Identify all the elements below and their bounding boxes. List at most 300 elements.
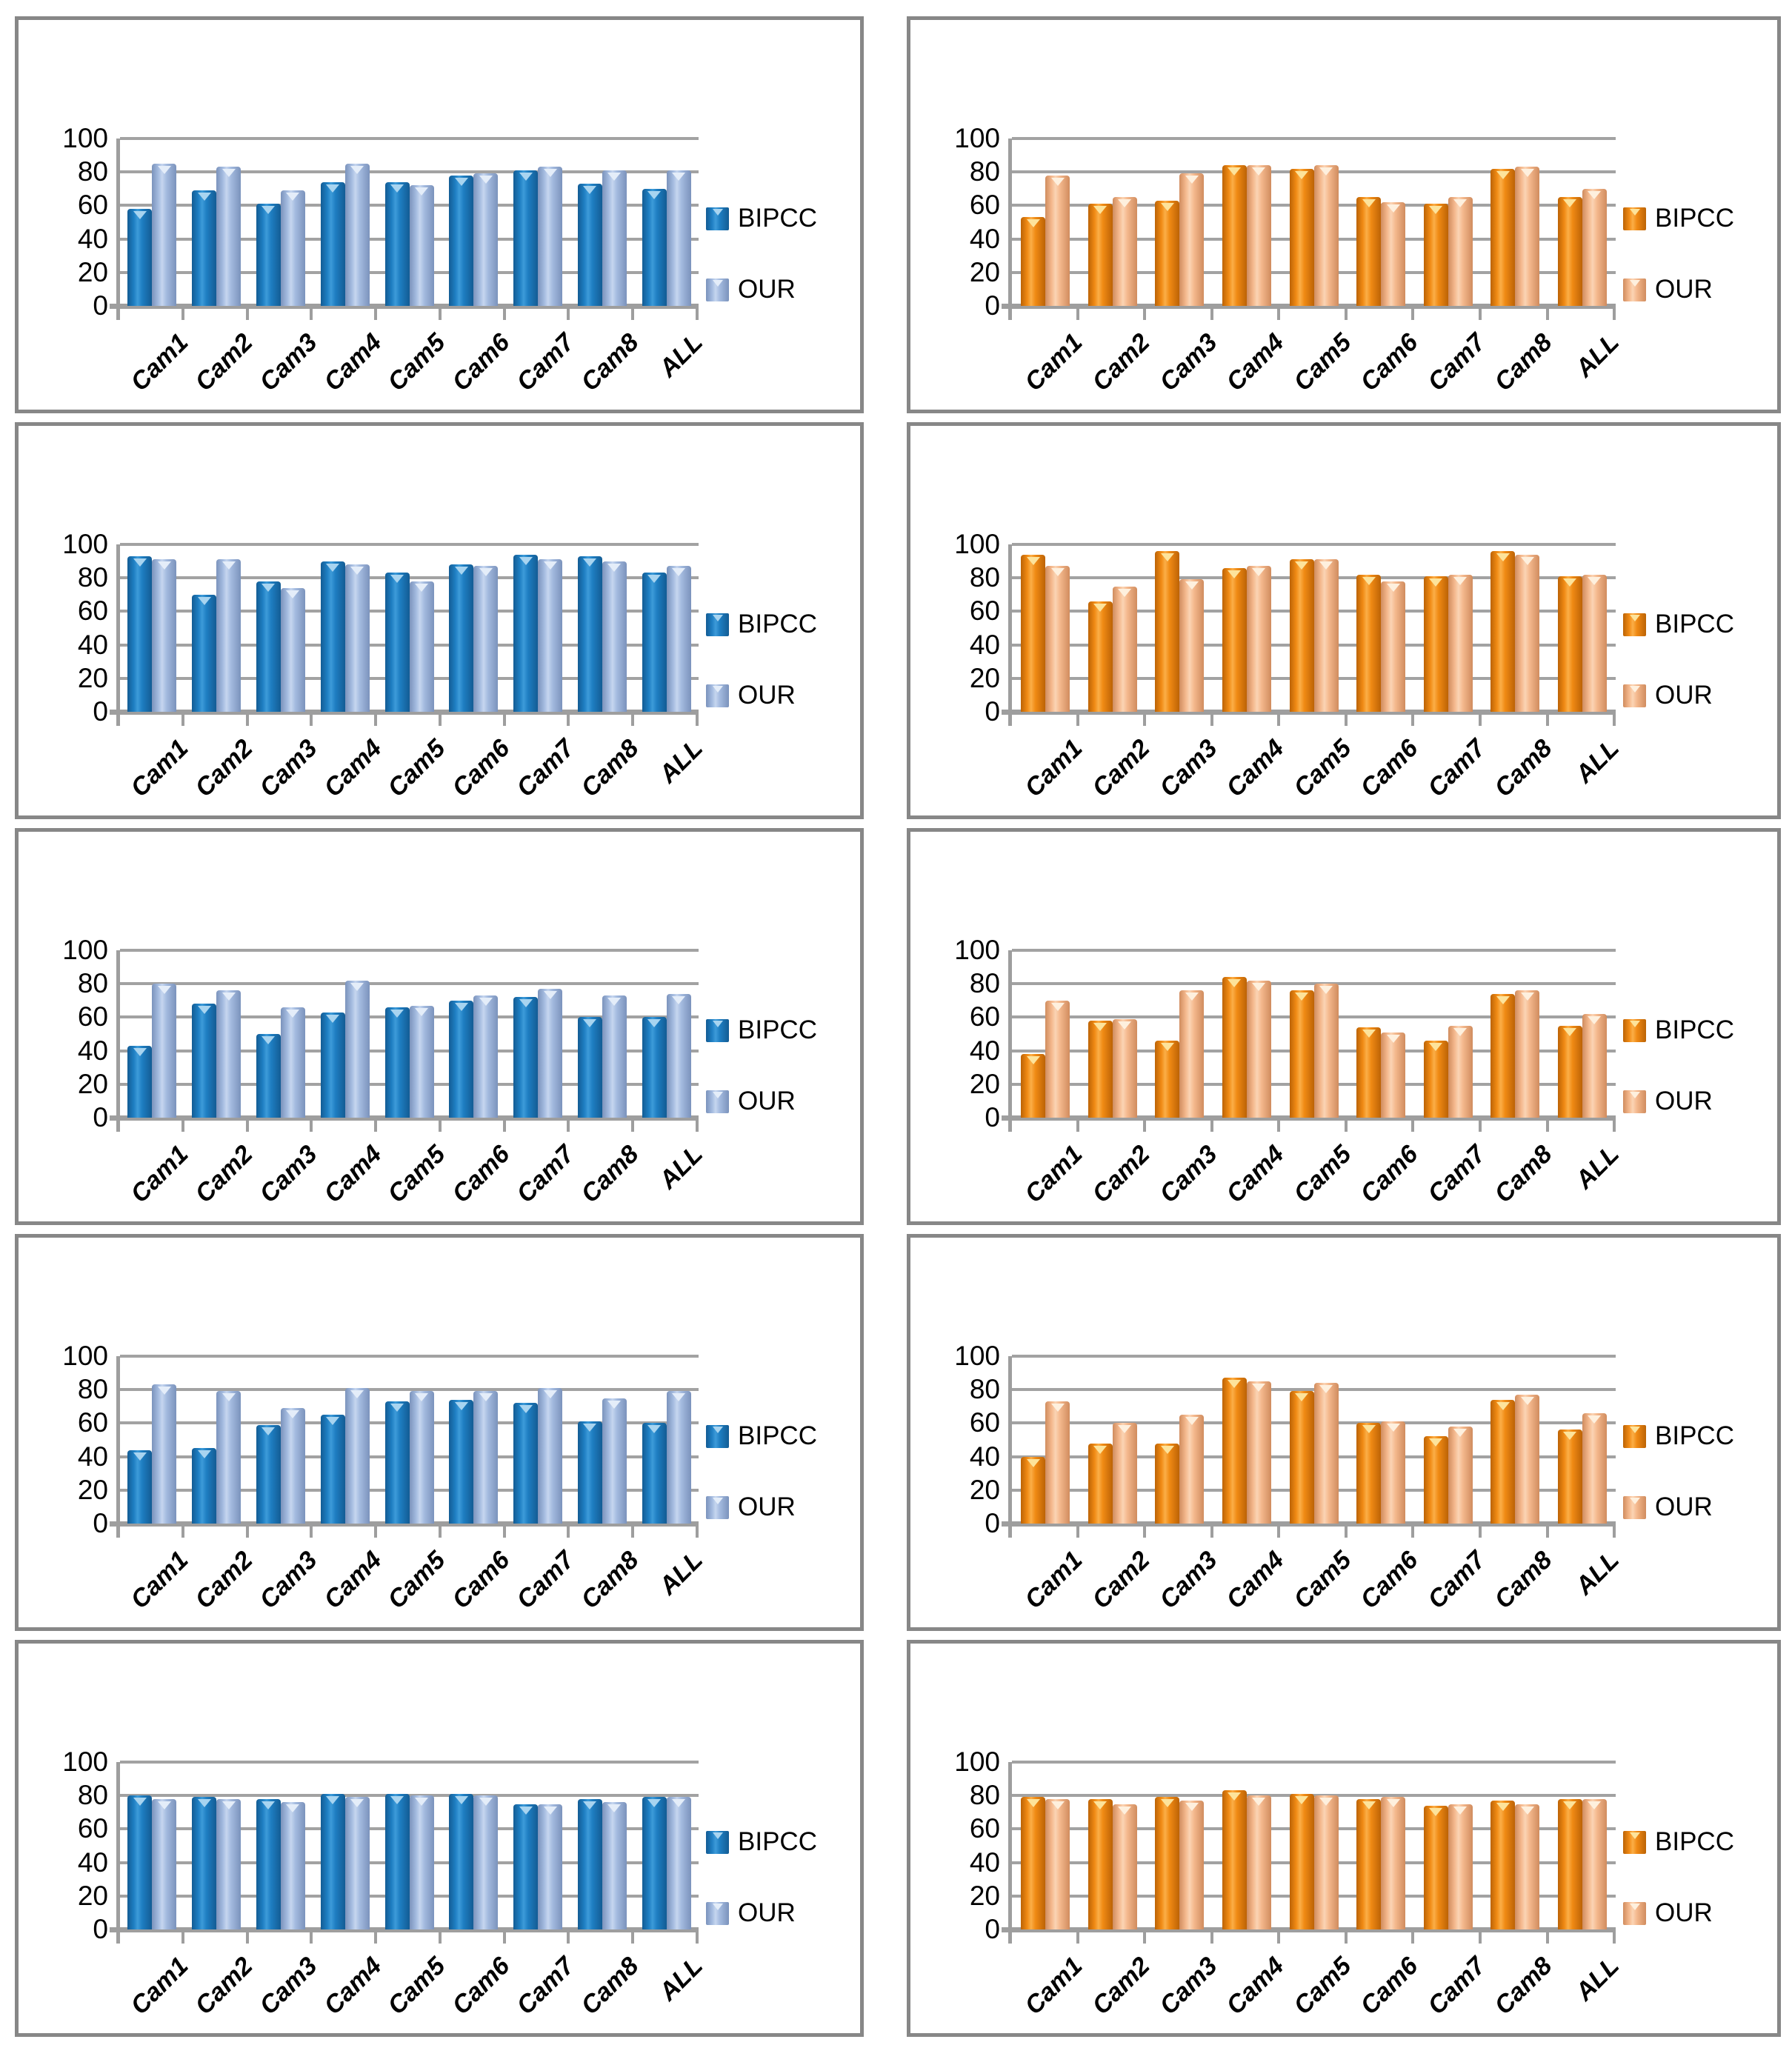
bar-bipcc-cam1 [1021,217,1045,306]
x-axis-tick-label: Cam8 [575,734,644,803]
x-axis-label-cell [1146,731,1223,827]
legend-marker-highlight-icon [713,209,723,216]
bar-top-highlight-icon [1588,1016,1601,1024]
bar-top-highlight-icon [544,1390,557,1398]
bar-group-cam7 [506,950,570,1118]
x-axis-tick-label: Cam8 [575,1546,644,1615]
x-axis-tick-label: Cam4 [318,328,387,397]
bar-our-cam7 [1448,1804,1473,1930]
x-axis-tick-label: Cam2 [190,328,259,397]
x-axis-tick-label: Cam4 [1221,328,1290,397]
y-axis-tick-label: 0 [985,1102,1000,1132]
bar-group-cam5 [377,1356,442,1524]
bar-our-cam7 [538,1388,562,1524]
legend-marker-icon [706,1831,729,1854]
bar-top-highlight-icon [544,1807,557,1815]
bar-top-highlight-icon [672,996,685,1004]
x-axis-ticks [1008,1120,1616,1132]
bar-top-highlight-icon [1362,1030,1376,1038]
x-axis-tick [120,714,184,726]
x-axis-tick-label: Cam1 [125,1140,194,1209]
x-axis-label-cell [1012,1137,1088,1233]
bar-top-highlight-icon [326,1417,339,1425]
x-axis-tick-label: Cam7 [511,328,580,397]
legend-marker-highlight-icon [1630,1904,1640,1910]
x-axis-tick [1146,1526,1213,1538]
bar-our-cam5 [1314,559,1339,712]
legend-item-bipcc [1623,1827,1771,1857]
bar-top-highlight-icon [583,186,596,194]
x-axis-tick-label: Cam7 [1422,1952,1491,2021]
legend-marker-highlight-icon [1630,686,1640,693]
bar-bipcc-all [642,1423,667,1524]
x-axis-label-cell [442,731,516,827]
bar-our-cam1 [1045,1001,1070,1118]
x-axis-tick [570,1120,634,1132]
x-axis-label-cell [1549,731,1625,827]
y-axis-tick-label: 0 [985,290,1000,321]
bar-bipcc-cam5 [1290,1391,1314,1524]
x-axis-tick-label: Cam8 [1489,328,1558,397]
bar-top-highlight-icon [1295,561,1308,570]
bar-our-all [1582,1413,1607,1524]
legend-marker-highlight-icon [713,686,723,693]
bar-bipcc-cam6 [1356,197,1381,306]
bar-our-cam3 [1179,579,1204,712]
bar-top-highlight-icon [1185,993,1199,1001]
y-axis-tick-label: 80 [77,1374,108,1405]
x-axis-tick [184,1526,249,1538]
bar-bipcc-cam6 [1356,1423,1381,1524]
bar-group-cam2 [184,1356,249,1524]
x-axis-label-cell [1079,1543,1156,1639]
x-axis-label-cell [1348,731,1424,827]
legend-marker-highlight-icon [1630,1092,1640,1098]
bar-bipcc-cam6 [449,1400,473,1524]
bar-top-highlight-icon [1118,1425,1131,1433]
x-axis-tick [184,308,249,320]
x-axis-tick [1549,1526,1616,1538]
bar-top-highlight-icon [544,561,557,570]
bar-top-highlight-icon [415,1798,428,1806]
y-axis-tick-label: 20 [77,662,108,693]
x-axis-label-cell [249,731,323,827]
bar-top-highlight-icon [1185,1417,1199,1425]
bar-top-highlight-icon [1161,1043,1174,1051]
bar-top-highlight-icon [1453,577,1467,585]
bar-top-highlight-icon [1252,1384,1265,1392]
chart-panel-idf1-blue [15,16,864,413]
bar-group-cam7 [1414,1356,1482,1524]
bar-group-cam8 [570,1762,634,1929]
x-axis-tick-label: ALL [1570,734,1625,789]
y-axis-tick-label: 100 [954,529,1000,559]
bar-bipcc-cam5 [1290,559,1314,712]
bar-top-highlight-icon [519,173,533,181]
bar-our-cam5 [410,185,434,306]
legend-label: OUR [1655,1087,1713,1115]
x-axis-label-cell [1280,731,1357,827]
bar-bipcc-cam2 [192,595,216,712]
x-axis-label-cell [570,1949,644,2045]
bar-top-highlight-icon [222,993,236,1001]
x-axis-labels [120,1949,709,2045]
bar-top-highlight-icon [519,1807,533,1815]
x-axis-tick-label: ALL [1570,1140,1625,1195]
bar-our-cam6 [1381,1797,1405,1929]
bar-our-cam7 [538,1804,562,1930]
bar-group-all [1549,1762,1616,1929]
legend-label: OUR [738,1492,796,1521]
bar-bipcc-cam6 [1356,1799,1381,1929]
legend-marker-icon [706,278,729,301]
legend-item-bipcc [706,610,854,639]
x-axis-label-cell [1079,731,1156,827]
x-axis-label-cell [1012,731,1088,827]
bar-top-highlight-icon [1453,1807,1467,1815]
x-axis-tick-label: Cam7 [1422,328,1491,397]
x-axis-label-cell [313,731,387,827]
x-axis-label-cell [442,1137,516,1233]
bar-bipcc-cam6 [449,1001,473,1118]
x-axis-tick-label: Cam5 [382,1546,451,1615]
bar-group-cam2 [1079,950,1147,1118]
legend-marker-highlight-icon [1630,1832,1640,1839]
bar-top-highlight-icon [1319,1385,1333,1393]
bar-top-highlight-icon [1588,1415,1601,1424]
bar-bipcc-cam4 [321,561,345,712]
x-axis-label-cell [1482,731,1558,827]
bar-group-all [1549,139,1616,306]
x-axis-tick-label: Cam8 [575,1952,644,2021]
x-axis-labels [1012,325,1625,421]
bar-bipcc-cam1 [1021,1797,1045,1929]
x-axis-labels [120,1543,709,1639]
bar-top-highlight-icon [133,1452,147,1461]
x-axis-ticks [1008,308,1616,320]
bar-bipcc-cam8 [1490,551,1515,712]
bar-bipcc-all [642,1017,667,1118]
bar-top-highlight-icon [415,1393,428,1401]
legend-label: BIPCC [1655,1421,1734,1450]
bars-container [120,950,699,1118]
bar-bipcc-cam7 [1424,1436,1448,1524]
y-axis-tick-label: 20 [969,1880,1000,1911]
bar-top-highlight-icon [647,191,661,199]
bar-bipcc-cam4 [1222,165,1247,306]
bar-our-cam4 [1247,566,1271,712]
bar-top-highlight-icon [133,1048,147,1056]
bar-top-highlight-icon [390,1010,404,1018]
x-axis-tick [570,1526,634,1538]
bar-group-all [1549,1356,1616,1524]
bar-top-highlight-icon [647,1019,661,1027]
bar-our-cam1 [1045,176,1070,306]
bar-top-highlight-icon [1387,1424,1400,1432]
bar-bipcc-cam6 [449,176,473,306]
y-axis-tick-label: 40 [77,223,108,254]
x-axis-tick-label: Cam7 [511,734,580,803]
x-axis-tick-label: Cam2 [1087,328,1156,397]
x-axis-label-cell [1482,1543,1558,1639]
x-axis-label-cell [1146,325,1223,421]
bar-our-cam5 [1314,984,1339,1118]
bar-bipcc-cam2 [1088,1021,1113,1118]
bar-top-highlight-icon [390,575,404,583]
bar-top-highlight-icon [1252,167,1265,176]
x-axis-label-cell [184,1543,259,1639]
x-axis-tick [120,1932,184,1944]
legend [1623,204,1771,346]
x-axis-tick [1348,714,1415,726]
chart-panel-idr-orange [907,828,1781,1225]
x-axis-tick-label: Cam4 [1221,1546,1290,1615]
bar-our-all [667,1797,691,1929]
x-axis-label-cell [1414,1543,1491,1639]
bar-our-cam8 [1515,990,1539,1118]
legend-marker-icon [1623,1902,1646,1925]
x-axis-label-cell [377,1543,451,1639]
bar-our-all [667,170,691,306]
x-axis-tick [1146,1120,1213,1132]
x-axis-label-cell [634,1949,709,2045]
bar-top-highlight-icon [198,597,211,605]
bar-our-cam6 [473,1795,498,1929]
legend-item-our [1623,1087,1771,1116]
bar-our-cam5 [410,1006,434,1118]
x-axis-tick-label: ALL [1570,328,1625,383]
x-axis-tick [634,1120,699,1132]
bar-group-cam6 [442,139,506,306]
x-axis-tick-label: Cam6 [1355,1546,1424,1615]
x-axis-tick [377,308,442,320]
bar-group-cam3 [1146,544,1213,712]
x-axis-label-cell [1280,325,1357,421]
bar-group-cam7 [506,544,570,712]
x-axis-tick-label: Cam7 [1422,1546,1491,1615]
bar-our-cam1 [1045,1401,1070,1524]
chart-title [19,444,860,490]
x-axis-tick-label: Cam8 [1489,1546,1558,1615]
legend-label: OUR [1655,681,1713,710]
x-axis-tick [1012,1526,1079,1538]
bar-top-highlight-icon [350,166,364,174]
y-axis-tick-label: 40 [77,1441,108,1472]
bar-group-cam3 [249,1356,313,1524]
legend-marker-icon [1623,1496,1646,1519]
x-axis-label-cell [442,1543,516,1639]
y-axis-tick-label: 40 [969,629,1000,660]
y-axis-tick-label: 0 [985,1914,1000,1944]
bar-top-highlight-icon [1362,199,1376,207]
bar-top-highlight-icon [519,557,533,565]
y-axis-tick-label: 0 [985,1508,1000,1538]
bar-bipcc-cam4 [1222,1790,1247,1929]
bar-top-highlight-icon [1027,1459,1040,1467]
bar-bipcc-all [1558,1799,1582,1929]
bar-top-highlight-icon [479,1393,493,1401]
legend-label: BIPCC [738,1421,817,1450]
x-axis-tick [1079,1120,1147,1132]
bar-our-cam3 [1179,990,1204,1118]
bar-top-highlight-icon [1027,1056,1040,1064]
bar-our-cam8 [602,170,627,306]
bar-top-highlight-icon [1295,993,1308,1001]
bar-bipcc-cam2 [1088,601,1113,712]
plot-area [954,123,1625,397]
x-axis-tick [249,308,313,320]
y-axis-tick-label: 20 [969,1068,1000,1099]
bar-bipcc-cam2 [1088,1799,1113,1929]
bar-bipcc-all [642,189,667,306]
bar-bipcc-cam1 [127,556,152,712]
bar-bipcc-cam4 [321,1415,345,1524]
legend [1623,1015,1771,1158]
y-axis-tick-label: 100 [62,123,108,153]
x-axis-tick-label: ALL [653,328,709,383]
x-axis-tick [506,308,570,320]
bar-our-cam2 [1113,1804,1137,1930]
bar-top-highlight-icon [326,1796,339,1804]
x-axis-label-cell [120,325,194,421]
y-axis-tick-label: 20 [969,1474,1000,1505]
x-axis-label-cell [634,1543,709,1639]
bar-group-cam2 [1079,544,1147,712]
bar-top-highlight-icon [1228,1380,1241,1388]
bar-bipcc-cam5 [385,1401,410,1524]
y-axis-tick-label: 100 [954,1747,1000,1777]
x-axis-label-cell [313,325,387,421]
legend-marker-icon [706,1019,729,1042]
x-axis-tick [1549,1120,1616,1132]
y-axis-tick-label: 100 [62,1341,108,1371]
x-axis-label-cell [1549,1949,1625,2045]
bar-group-cam2 [184,1762,249,1929]
bar-top-highlight-icon [1185,581,1199,590]
x-axis-label-cell [377,1949,451,2045]
bar-bipcc-cam7 [1424,1041,1448,1118]
bar-our-cam7 [1448,197,1473,306]
y-axis-tick-label: 100 [62,1747,108,1777]
x-axis-label-cell [1213,731,1290,827]
legend-marker-icon [706,684,729,707]
bar-our-cam3 [1179,173,1204,306]
bar-top-highlight-icon [222,1801,236,1809]
bar-top-highlight-icon [544,991,557,999]
chart-panel-idr-blue [15,828,864,1225]
bar-bipcc-cam4 [1222,1378,1247,1524]
bar-top-highlight-icon [326,184,339,193]
bar-bipcc-all [642,1797,667,1929]
x-axis-label-cell [184,325,259,421]
bar-our-cam2 [1113,587,1137,713]
legend [706,1827,854,1969]
bar-bipcc-cam4 [321,1794,345,1929]
legend-label: OUR [738,1898,796,1927]
x-axis-tick-label: Cam3 [1153,1546,1223,1615]
bar-top-highlight-icon [158,1801,171,1809]
bar-our-cam4 [1247,1381,1271,1524]
y-axis-tick-label: 20 [77,1068,108,1099]
bar-group-cam2 [184,544,249,712]
bar-our-all [1582,1014,1607,1118]
chart-title [910,38,1777,84]
x-axis-label-cell [570,325,644,421]
y-axis-tick-label: 60 [969,1407,1000,1438]
legend-marker-icon [1623,207,1646,230]
bar-top-highlight-icon [1588,1801,1601,1809]
x-axis-tick [120,1120,184,1132]
x-axis-tick [313,1526,377,1538]
x-axis-label-cell [506,325,580,421]
x-axis-tick [1079,1526,1147,1538]
legend-marker-icon [1623,684,1646,707]
x-axis-tick [1482,1120,1549,1132]
x-axis-tick [313,714,377,726]
x-axis-labels [1012,1949,1625,2045]
bar-our-cam6 [473,1391,498,1524]
bar-our-cam6 [473,566,498,712]
x-axis-tick-label: Cam3 [1153,734,1223,803]
bar-top-highlight-icon [1387,1035,1400,1043]
x-axis-tick [1213,714,1281,726]
y-axis-tick-label: 20 [77,256,108,287]
bar-our-cam7 [538,167,562,306]
bar-group-cam3 [249,139,313,306]
bar-top-highlight-icon [286,590,299,598]
bar-bipcc-cam7 [513,1804,538,1930]
bar-top-highlight-icon [390,1404,404,1412]
x-axis-tick [1213,308,1281,320]
bar-top-highlight-icon [1588,191,1601,199]
x-axis-tick [634,308,699,320]
legend-item-bipcc [706,1827,854,1857]
bar-top-highlight-icon [1093,206,1107,214]
bar-top-highlight-icon [647,1425,661,1433]
bar-group-cam3 [1146,1762,1213,1929]
bar-our-cam6 [473,173,498,306]
bar-top-highlight-icon [1453,1429,1467,1437]
bar-top-highlight-icon [1387,584,1400,592]
bar-group-cam7 [1414,950,1482,1118]
y-axis-tick-label: 100 [954,935,1000,965]
bar-group-cam3 [1146,950,1213,1118]
x-axis-tick-label: Cam5 [382,1952,451,2021]
bar-group-cam8 [1482,1356,1549,1524]
bar-group-cam4 [313,544,377,712]
bar-group-cam7 [506,1762,570,1929]
bar-our-cam8 [1515,167,1539,306]
bar-top-highlight-icon [1228,167,1241,176]
bar-top-highlight-icon [1027,1799,1040,1807]
x-axis-tick-label: Cam1 [125,1546,194,1615]
x-axis-tick-label: Cam4 [318,734,387,803]
bar-group-cam7 [506,139,570,306]
x-axis-tick [1549,308,1616,320]
bar-top-highlight-icon [1563,1432,1576,1440]
chart-panel-mota-blue [15,1234,864,1631]
legend-marker-highlight-icon [713,280,723,287]
x-axis-label-cell [634,1137,709,1233]
bar-our-cam2 [1113,197,1137,306]
x-axis-label-cell [1549,1137,1625,1233]
bar-group-cam8 [1482,139,1549,306]
bar-group-cam5 [1280,139,1348,306]
x-axis-tick-label: Cam7 [1422,734,1491,803]
bar-top-highlight-icon [1319,986,1333,994]
bar-group-cam7 [506,1356,570,1524]
x-axis-tick-label: Cam2 [190,1546,259,1615]
